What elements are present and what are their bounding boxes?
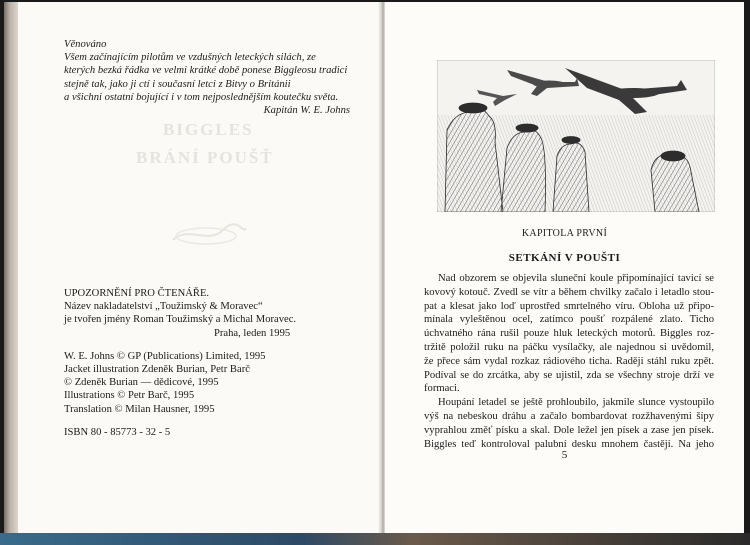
credit-line: Translation © Milan Hausner, 1995 bbox=[64, 403, 215, 415]
page-number: 5 bbox=[561, 449, 568, 461]
body-line: vyprahlou změť písku a skal. Dole ležel jen písek a zase jen písek. bbox=[424, 424, 714, 436]
body-line: mínala vyleštěnou ocel, zatímco poušť rozpálené zlato. Ticho bbox=[424, 314, 714, 326]
dedication-line: Věnováno bbox=[64, 39, 107, 50]
dedication-line: a všichni ostatní bojující i v tom nejposlednějším koutečku světa. bbox=[64, 91, 339, 103]
credit-line: Jacket illustration Zdeněk Burian, Petr Barč bbox=[64, 364, 250, 376]
dedication-line: stejně tak, jako ji ctí i současní letci z Bitvy o Británii bbox=[64, 78, 291, 90]
dedication-signature: Kapitán W. E. Johns bbox=[263, 105, 350, 117]
credit-line: W. E. Johns © GP (Publications) Limited, 1995 bbox=[64, 350, 266, 362]
notice-line: Název nakladatelství „Toužimský & Moravec“ bbox=[64, 301, 263, 313]
notice-heading: UPOZORNĚNÍ PRO ČTENÁŘE. bbox=[64, 288, 210, 299]
right-page bbox=[385, 2, 744, 535]
body-line: Houpání letadel se ještě prohloubilo, jakmile slunce vystoupilo bbox=[438, 397, 714, 409]
body-line: pat a klesat jako loď uprostřed smrtelného víru. Obloha už připo- bbox=[424, 300, 714, 312]
credit-line: Illustrations © Petr Barč, 1995 bbox=[64, 390, 195, 402]
dedication bbox=[64, 38, 364, 117]
notice-line: je tvořen jmény Roman Toužimský a Michal Moravec. bbox=[64, 314, 297, 326]
credit-line: © Zdeněk Burian — dědicové, 1995 bbox=[64, 377, 219, 389]
body-line: formaci. bbox=[424, 383, 460, 395]
chapter-illustration bbox=[437, 60, 715, 212]
book-spread bbox=[4, 2, 746, 535]
body-line: úchvatného rána rušil pouze hluk leteckých motorů. Biggles roz- bbox=[424, 328, 714, 340]
body-line: kovový kotouč. Zvedl se vítr a během chvilky začalo i letadlo stou- bbox=[424, 286, 714, 298]
show-through-text: BIGGLES bbox=[163, 120, 254, 139]
book-cover-edge bbox=[4, 2, 18, 535]
body-line: Nad obzorem se objevila sluneční koule připomínající tavicí se bbox=[438, 273, 714, 284]
body-line: Biggles teď kontroloval palubní desku mnohem častěji. Na jeho bbox=[424, 438, 714, 450]
left-page bbox=[18, 2, 382, 535]
isbn: ISBN 80 - 85773 - 32 - 5 bbox=[64, 426, 171, 438]
dedication-line: kterých bezká řádka ve velmi krátké době ponese Biggleosu tradici bbox=[64, 65, 348, 77]
body-line: že přece sám vydal rozkaz rádiového ticha. Raději stáhl ruku zpět. bbox=[424, 355, 714, 367]
body-line: Podíval se do zrcátka, aby se ujistil, zda se všechny stroje drží ve bbox=[424, 369, 714, 381]
body-line: tržitě položil ruku na páčku vysílačky, ale najednou si uvědomil, bbox=[424, 341, 714, 353]
show-through-logo bbox=[168, 220, 248, 250]
publisher-info bbox=[64, 287, 364, 439]
chapter-label: KAPITOLA PRVNÍ bbox=[521, 228, 608, 239]
dedication-line: Všem začínajícím pilotům ve vzdušných leteckých silách, ze bbox=[64, 52, 316, 64]
cover-bottom-strip bbox=[0, 533, 750, 545]
notice-place-date: Praha, leden 1995 bbox=[214, 327, 291, 339]
show-through-text: BRÁNÍ POUŠŤ bbox=[136, 148, 274, 167]
chapter-body bbox=[424, 272, 714, 451]
body-line: výš na nebeskou dráhu a začalo bombardovat rozžhavenými šípy bbox=[424, 410, 714, 422]
chapter-title: SETKÁNÍ V POUŠTI bbox=[508, 252, 621, 264]
